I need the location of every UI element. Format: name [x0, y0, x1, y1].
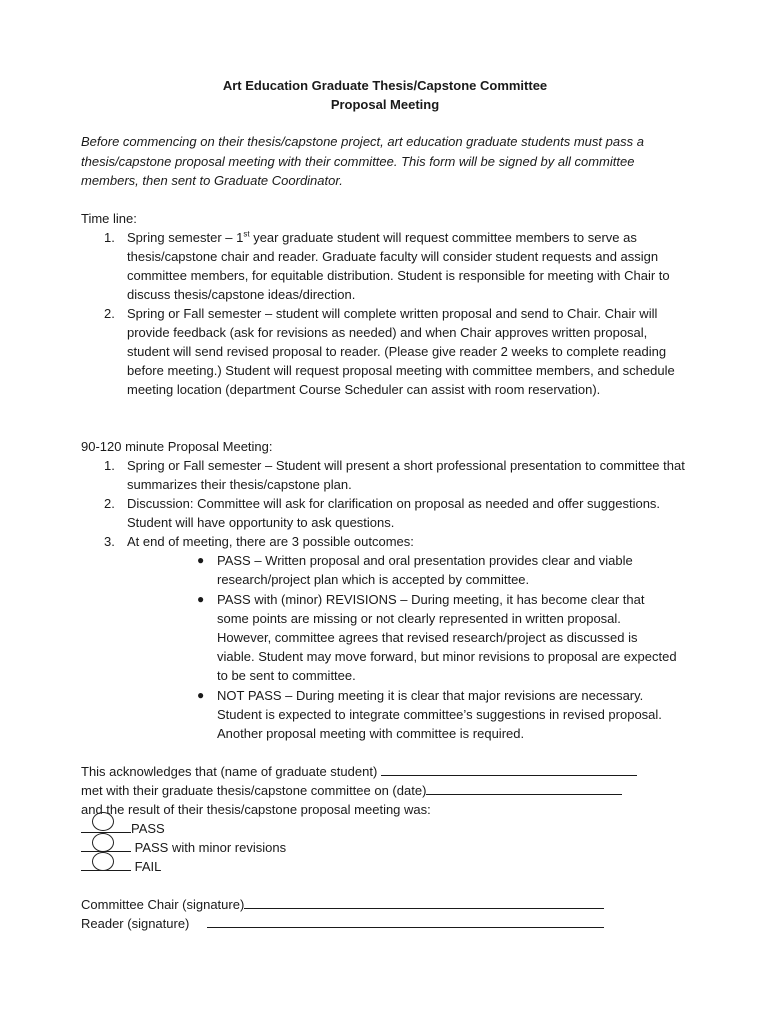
reader-signature-label: Reader (signature) — [81, 916, 190, 931]
bullet-icon: ● — [197, 688, 205, 702]
ack-line-2 — [81, 781, 622, 800]
reader-signature-line — [81, 914, 604, 933]
student-name-field[interactable] — [381, 762, 637, 776]
outcome-pass: PASS – Written proposal and oral presentation provides clear and viable research/project plan which is accepted by committee. — [217, 553, 633, 587]
ack-line-1-text: This acknowledges that (name of graduate student) — [81, 764, 378, 779]
chair-signature-field[interactable] — [244, 895, 604, 909]
document-title: Art Education Graduate Thesis/Capstone Committee — [222, 78, 548, 93]
meeting-item-1: Spring or Fall semester – Student will present a short professional presentation to committee that summarizes their thesis/capstone plan. — [127, 458, 685, 492]
timeline-item-2-number: 2. — [104, 306, 115, 321]
meeting-date-field[interactable] — [426, 781, 622, 795]
bullet-icon: ● — [197, 553, 205, 567]
option-fail-label: FAIL — [134, 859, 162, 874]
option-pass-minor-radio[interactable] — [92, 833, 114, 852]
timeline-heading: Time line: — [81, 211, 137, 226]
meeting-heading: 90-120 minute Proposal Meeting: — [81, 439, 273, 454]
meeting-item-3-number: 3. — [104, 534, 115, 549]
timeline-item-1-text-a: Spring semester – 1 — [127, 230, 244, 245]
meeting-item-3: At end of meeting, there are 3 possible outcomes: — [127, 534, 414, 549]
timeline-item-1-sup: st — [243, 229, 250, 239]
outcome-not-pass: NOT PASS – During meeting it is clear that major revisions are necessary. Student is expected to integrate committee’s suggestions in revised proposal. Another proposal meeting with committee is required. — [217, 688, 662, 741]
option-pass-minor-label: PASS with minor revisions — [134, 840, 287, 855]
option-fail-radio[interactable] — [92, 852, 114, 871]
outcome-pass-revisions: PASS with (minor) REVISIONS – During meeting, it has become clear that some points are missing or not clearly represented in written proposal. However, committee agrees that revised research/project as discussed is viable. Student may move forward, but minor revisions to proposal are expected to be sent to committee. — [217, 592, 677, 683]
timeline-item-1-text-b: year graduate student will request committee members to serve as thesis/capstone chair and reader. Graduate faculty will consider student requests and assign committee members, for equitable distribution. Student is responsible for meeting with Chair to discuss thesis/capstone ideas/direction. — [127, 230, 670, 302]
document-subtitle: Proposal Meeting — [330, 97, 440, 112]
ack-line-2-text: met with their graduate thesis/capstone committee on (date) — [81, 783, 427, 798]
timeline-item-2: Spring or Fall semester – student will complete written proposal and send to Chair. Chair will provide feedback (ask for revisions as needed) and when Chair approves written proposal, student will send revised proposal to reader. (Please give reader 2 weeks to complete reading before meeting.) Student will request proposal meeting with committee members, and schedule meeting location (department Course Scheduler can assist with room reservation). — [127, 306, 675, 397]
ack-line-3: and the result of their thesis/capstone proposal meeting was: — [81, 802, 431, 817]
meeting-item-2-number: 2. — [104, 496, 115, 511]
option-pass-radio[interactable] — [92, 812, 114, 831]
meeting-item-2: Discussion: Committee will ask for clarification on proposal as needed and offer suggestions. Student will have opportunity to ask questions. — [127, 496, 661, 530]
chair-signature-label: Committee Chair (signature) — [81, 897, 245, 912]
bullet-icon: ● — [197, 592, 205, 606]
meeting-item-1-number: 1. — [104, 458, 115, 473]
intro-paragraph: Before commencing on their thesis/capstone project, art education graduate students must pass a thesis/capstone proposal meeting with their committee. This form will be signed by all committee members, then sent to Graduate Coordinator. — [81, 134, 644, 188]
ack-line-1 — [81, 762, 637, 781]
chair-signature-line — [81, 895, 604, 914]
timeline-item-1-number: 1. — [104, 230, 115, 245]
reader-signature-field[interactable] — [207, 914, 604, 928]
timeline-item-1 — [127, 228, 687, 304]
option-pass-label: PASS — [131, 821, 165, 836]
